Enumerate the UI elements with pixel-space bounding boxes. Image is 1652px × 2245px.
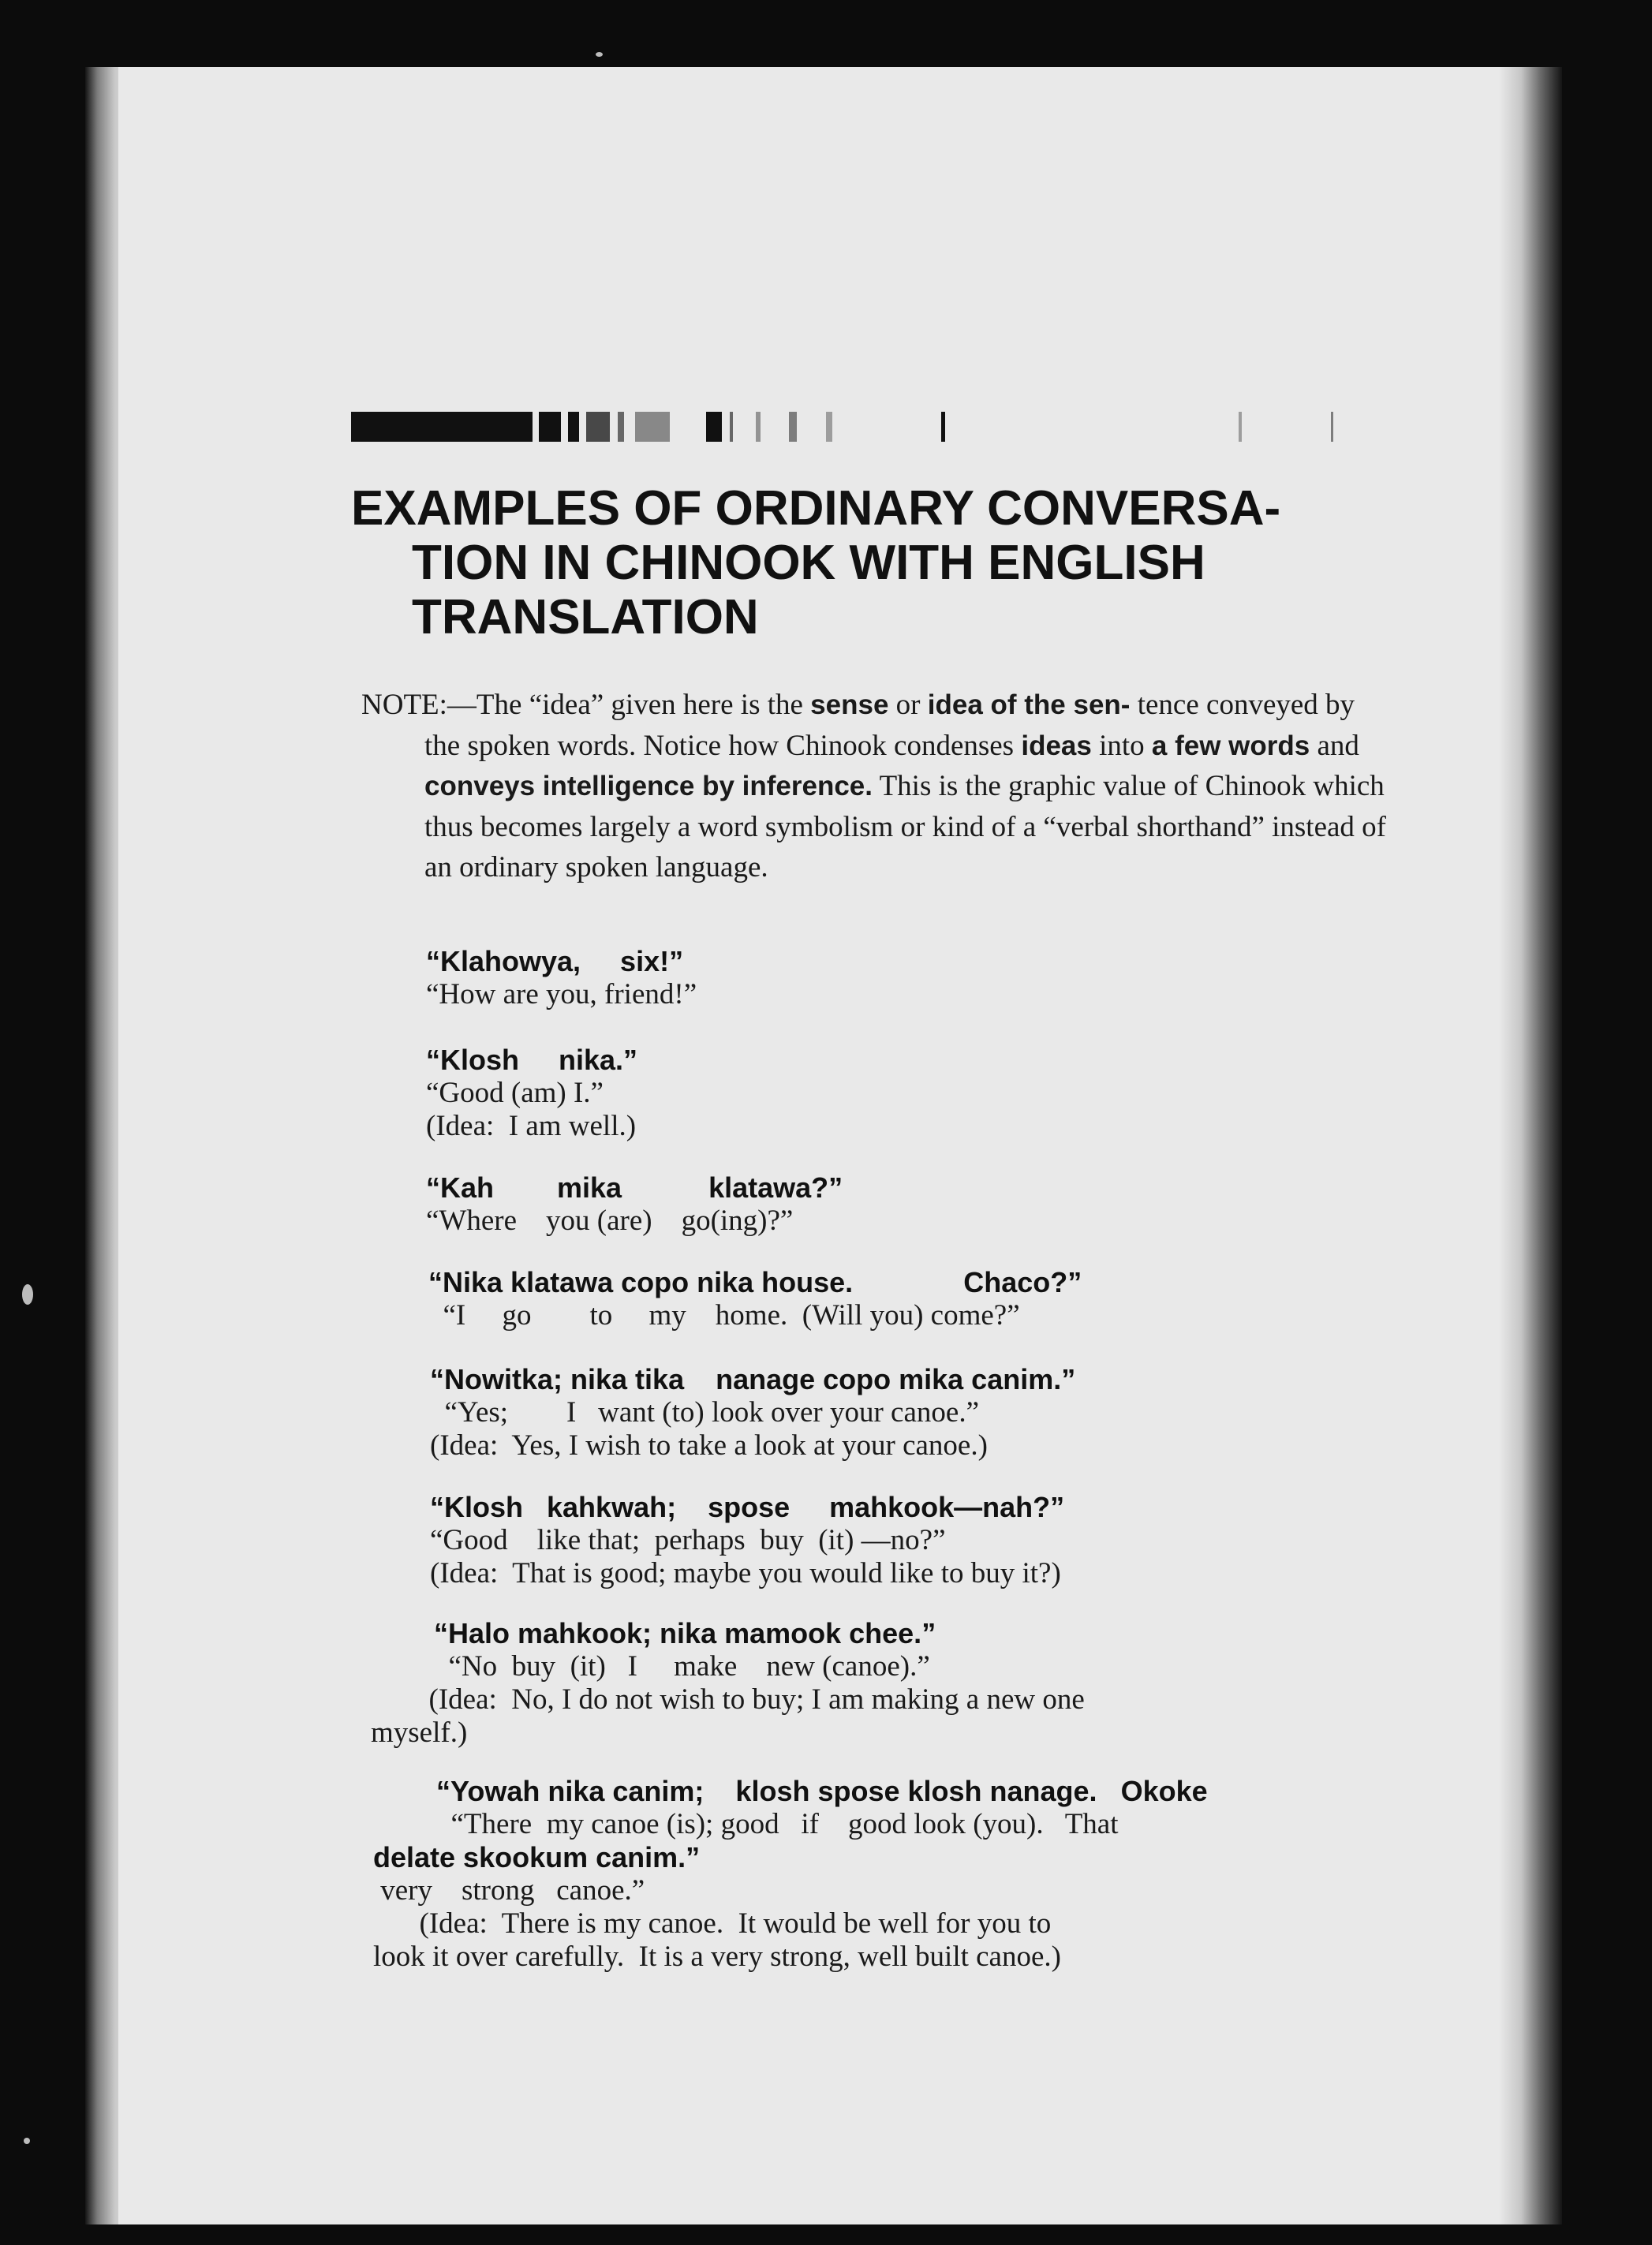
idea-line-continued: myself.): [371, 1716, 468, 1749]
example-4: [428, 1266, 1082, 1332]
idea-line: (Idea: I am well.): [426, 1110, 637, 1142]
scan-artifact-bar: [351, 412, 1337, 443]
title-line-1: EXAMPLES OF ORDINARY CONVERSA-: [351, 481, 1281, 536]
title-line-3: TRANSLATION: [412, 590, 759, 644]
title-line-2: TION IN CHINOOK WITH ENGLISH: [412, 536, 1205, 590]
chinook-line: “Halo mahkook; nika mamook chee.”: [434, 1617, 936, 1649]
right-page-gutter: [1499, 67, 1562, 2224]
example-7: [371, 1617, 1085, 1750]
speck-top: [596, 52, 603, 57]
idea-line-continued: look it over carefully. It is a very strong, well built canoe.): [373, 1941, 1061, 1973]
example-5: [430, 1363, 1075, 1462]
english-line: “Good (am) I.”: [426, 1077, 604, 1109]
note-text-1: NOTE:—The “idea” given here is the: [361, 689, 811, 721]
chinook-line: “Nowitka; nika tika nanage copo mika canim.”: [430, 1363, 1076, 1395]
example-8: [373, 1775, 1208, 1974]
english-line: “I go to my home. (Will you) come?”: [428, 1299, 1020, 1332]
idea-line: (Idea: There is my canoe. It would be well for you to: [405, 1907, 1052, 1940]
english-line: “Good like that; perhaps buy (it) —no?”: [430, 1524, 946, 1556]
english-line-continued: very strong canoe.”: [373, 1874, 645, 1907]
example-1: [426, 945, 697, 1011]
idea-line: (Idea: That is good; maybe you would like to buy it?): [430, 1557, 1061, 1589]
note-bold-ideas: ideas: [1021, 730, 1092, 761]
english-line: “Where you (are) go(ing)?”: [426, 1205, 794, 1237]
note-text-5: and: [1310, 729, 1359, 762]
chinook-line: “Yowah nika canim; klosh spose klosh nanage. Okoke: [436, 1775, 1208, 1807]
note-text-3: tence conveyed by the spoken words. Notice how Chinook condenses: [424, 689, 1355, 762]
chinook-line: “Klosh nika.”: [426, 1044, 638, 1076]
chinook-line: “Kah mika klatawa?”: [426, 1171, 843, 1204]
chinook-line: “Klosh kahkwah; spose mahkook—nah?”: [430, 1491, 1065, 1523]
example-2: [426, 1044, 637, 1143]
page-title: [351, 481, 1392, 644]
english-line: “There my canoe (is); good if good look (you). That: [436, 1808, 1119, 1840]
chinook-line: “Nika klatawa copo nika house. Chaco?”: [428, 1266, 1082, 1298]
english-line: “Yes; I want (to) look over your canoe.”: [430, 1396, 979, 1429]
speck-left-margin-lower: [24, 2138, 30, 2144]
example-6: [430, 1491, 1064, 1590]
chinook-line-continued: delate skookum canim.”: [373, 1841, 701, 1873]
note-text-4: into: [1091, 729, 1152, 762]
note-bold-sense: sense: [810, 689, 889, 720]
idea-line: (Idea: No, I do not wish to buy; I am making a new one: [414, 1683, 1085, 1716]
note-bold-few-words: a few words: [1151, 730, 1310, 761]
note-text-2: or: [888, 689, 928, 721]
example-3: [426, 1171, 843, 1238]
note-paragraph: [361, 685, 1387, 888]
chinook-line: “Klahowya, six!”: [426, 945, 684, 977]
note-bold-idea: idea of the sen-: [927, 689, 1131, 720]
note-bold-conveys: conveys intelligence by inference.: [424, 771, 873, 801]
translation-note: [361, 685, 1387, 888]
english-line: “How are you, friend!”: [426, 978, 697, 1010]
english-line: “No buy (it) I make new (canoe).”: [434, 1650, 930, 1683]
speck-left-margin: [22, 1284, 33, 1305]
note-text-6: This is the graphic value of Chinook which thus becomes largely a word symbolism or kind of a “verbal shorthand” instead of an ordinary spoken language.: [424, 770, 1386, 883]
idea-line: (Idea: Yes, I wish to take a look at your canoe.): [430, 1429, 988, 1462]
